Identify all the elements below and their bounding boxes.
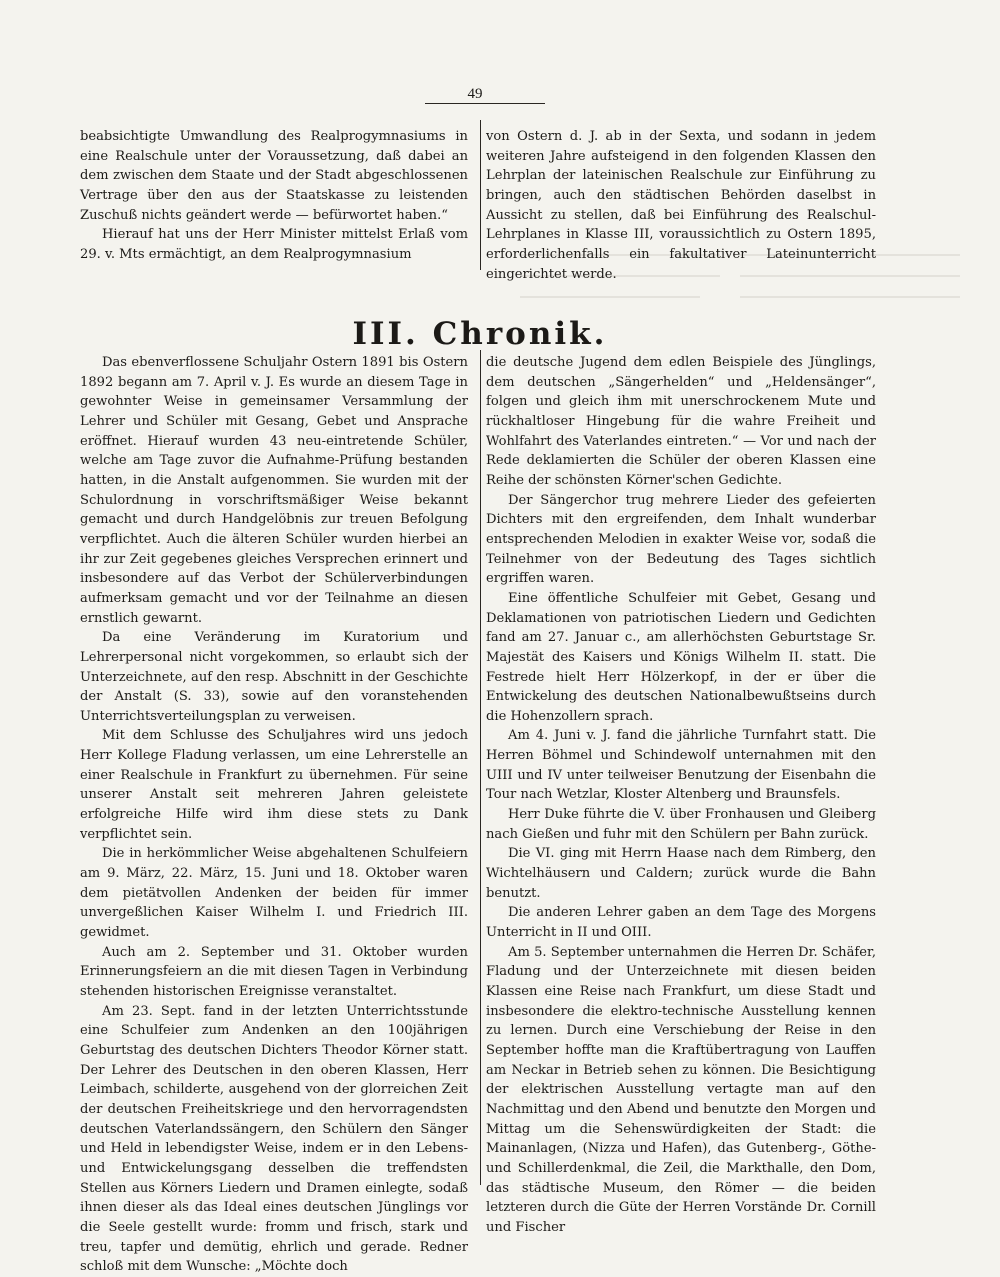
paragraph: Herr Duke führte die V. über Fronhausen und Gleiberg nach Gießen und fuhr mit den Schülern per Bahn zurück. bbox=[486, 807, 876, 842]
top-right-column bbox=[486, 127, 876, 284]
paragraph: Die anderen Lehrer gaben an dem Tage des Morgens Unterricht in II und OIII. bbox=[486, 905, 876, 941]
paragraph: beabsichtigte Umwandlung des Realprogymnasiums in eine Realschule unter der Voraussetzung, daß dabei an dem zwischen dem Staate und der Stadt abgeschlossenen Vertrage über den aus der Staatskasse zu leistenden Zuschuß nichts geändert werde — befürwortet haben.“ bbox=[80, 129, 468, 223]
paragraph: von Ostern d. J. ab in der Sexta, und sodann in jedem weiteren Jahre aufsteigend in den folgenden Klassen den Lehrplan der lateinischen Realschule zur Einführung zu bringen, auch den städtischen Behörden daselbst in Aussicht zu stellen, daß bei Einführung des Realschul-Lehrplanes in Klasse III, voraussichtlich zu Ostern 1895, erforderlichenfalls ein fakultativer Lateinunterricht eingerichtet werde. bbox=[486, 129, 876, 282]
main-right-column bbox=[486, 353, 876, 1238]
paragraph: Auch am 2. September und 31. Oktober wurden Erinnerungsfeiern an die mit diesen Tagen in Verbindung stehenden historischen Ereignisse veranstaltet. bbox=[80, 944, 468, 999]
page-number: 49 bbox=[467, 86, 483, 102]
paragraph: Hierauf hat uns der Herr Minister mittelst Erlaß vom 29. v. Mts ermächtigt, an dem Realprogymnasium bbox=[80, 227, 468, 262]
paragraph: Da eine Veränderung im Kuratorium und Lehrerpersonal nicht vorgekommen, so erlaubt sich der Unterzeichnete, auf den resp. Abschnitt in der Geschichte der Anstalt (S. 33), sowie auf den voranstehenden Unterrichtsverteilungsplan zu verweisen. bbox=[80, 630, 468, 724]
paragraph: Die VI. ging mit Herrn Haase nach dem Rimberg, den Wichtelhäusern und Caldern; zurück wurde die Bahn benutzt. bbox=[486, 846, 876, 901]
paragraph: Das ebenverflossene Schuljahr Ostern 1891 bis Ostern 1892 begann am 7. April v. J. Es wurde an diesem Tage in gewohnter Weise in gemeinsamer Versammlung der Lehrer und Schüler mit Gesang, Gebet und Ansprache eröffnet. Hierauf wurden 43 neu-eintretende Schüler, welche am Tage zuvor die Aufnahme-Prüfung bestanden hatten, in die Anstalt aufgenommen. Sie wurden mit der Schulordnung in vorschriftsmäßiger Weise bekannt gemacht und durch Handgelöbnis zur treuen Befolgung verpflichtet. Auch die älteren Schüler wurden hierbei an ihr zur Zeit gegebenes gleiches Versprechen erinnert und insbesondere auf das Verbot der Schülerverbindungen aufmerksam gemacht und vor der Teilnahme an diesen ernstlich gewarnt. bbox=[80, 355, 468, 626]
column-divider-main bbox=[480, 350, 481, 1185]
paragraph: Der Sängerchor trug mehrere Lieder des gefeierten Dichters mit den ergreifenden, dem Inhalt wunderbar entsprechenden Melodien in exakter Weise vor, sodaß die Teilnehmer von der Bedeutung des Tages sichtlich ergriffen waren. bbox=[486, 492, 876, 587]
paragraph: Mit dem Schlusse des Schuljahres wird uns jedoch Herr Kollege Fladung verlassen, um eine Lehrerstelle an einer Realschule in Frankfurt zu übernehmen. Für seine unserer Anstalt seit mehreren Jahren geleistete erfolgreiche Hilfe wird ihm diese stets zu Dank verpflichtet sein. bbox=[80, 728, 468, 842]
paragraph: Am 4. Juni v. J. fand die jährliche Turnfahrt statt. Die Herren Böhmel und Schindewolf unternahmen mit den UIII und IV unter teilweiser Benutzung der Eisenbahn die Tour nach Wetzlar, Kloster Altenberg und Braunsfels. bbox=[486, 728, 876, 803]
paragraph: Am 23. Sept. fand in der letzten Unterrichtsstunde eine Schulfeier zum Andenken an den 100jährigen Geburtstag des deutschen Dichters Theodor Körner statt. Der Lehrer des Deutschen in den oberen Klassen, Herr Leimbach, schilderte, ausgehend von der glorreichen Zeit der deutschen Freiheitskriege und den hervorragendsten deutschen Vaterlandssängern, den Schülern den Sänger und Held in lebendigster Weise, indem er in den Lebens- und Entwickelungsgang desselben die treffendsten Stellen aus Körners Liedern und Dramen einlegte, sodaß ihnen dieser als das Ideal eines deutschen Jünglings vor die Seele gestellt wurde: fromm und frisch, stark und treu, tapfer und demütig, ehrlich und gerade. Redner schloß mit dem Wunsche: „Möchte doch bbox=[80, 1003, 468, 1275]
paragraph: Die in herkömmlicher Weise abgehaltenen Schulfeiern am 9. März, 22. März, 15. Juni und 18. Oktober waren dem pietätvollen Andenken der beiden für immer unvergeßlichen Kaiser Wilhelm I. und Friedrich III. gewidmet. bbox=[80, 846, 468, 941]
top-left-column bbox=[80, 127, 468, 265]
chapter-title: III. Chronik. bbox=[352, 316, 608, 352]
paragraph: die deutsche Jugend dem edlen Beispiele des Jünglings, dem deutschen „Sängerhelden“ und „Heldensänger“, folgen und gleich ihm mit unerschrockenem Mute und rückhaltloser Hingebung für die wahre Freiheit und Wohlfahrt des Vaterlandes eintreten.“ — Vor und nach der Rede deklamierten die Schüler der oberen Klassen eine Reihe der schönsten Körner'schen Gedichte. bbox=[486, 355, 876, 488]
main-left-column bbox=[80, 353, 468, 1277]
column-divider-top bbox=[480, 120, 481, 270]
paragraph: Eine öffentliche Schulfeier mit Gebet, Gesang und Deklamationen von patriotischen Liedern und Gedichten fand am 27. Januar c., am allerhöchsten Geburtstage Sr. Majestät des Kaisers und Königs Wilhelm II. statt. Die Festrede hielt Herr Hölzerkopf, in der er über die Entwickelung des deutschen Nationalbewußtseins durch die Hohenzollern sprach. bbox=[486, 590, 876, 724]
page-number-rule bbox=[425, 103, 545, 104]
paragraph: Am 5. September unternahmen die Herren Dr. Schäfer, Fladung und der Unterzeichnete mit diesen beiden Klassen eine Reise nach Frankfurt, um diese Stadt und insbesondere die elektro-technische Ausstellung kennen zu lernen. Durch eine Verschiebung der Reise in den September hoffte man die Kraftübertragung von Lauffen am Neckar in Betrieb sehen zu können. Die Besichtigung der elektrischen Ausstellung vertagte man auf den Nachmittag und den Abend und benutzte den Morgen und Mittag um die Sehenswürdigkeiten der Stadt: die Mainanlagen, (Nizza und Hafen), das Gutenberg-, Göthe- und Schillerdenkmal, die Zeil, die Markthalle, den Dom, das städtische Museum, den Römer — die beiden letzteren durch die Güte der Herren Vorstände Dr. Cornill und Fischer bbox=[486, 944, 876, 1235]
